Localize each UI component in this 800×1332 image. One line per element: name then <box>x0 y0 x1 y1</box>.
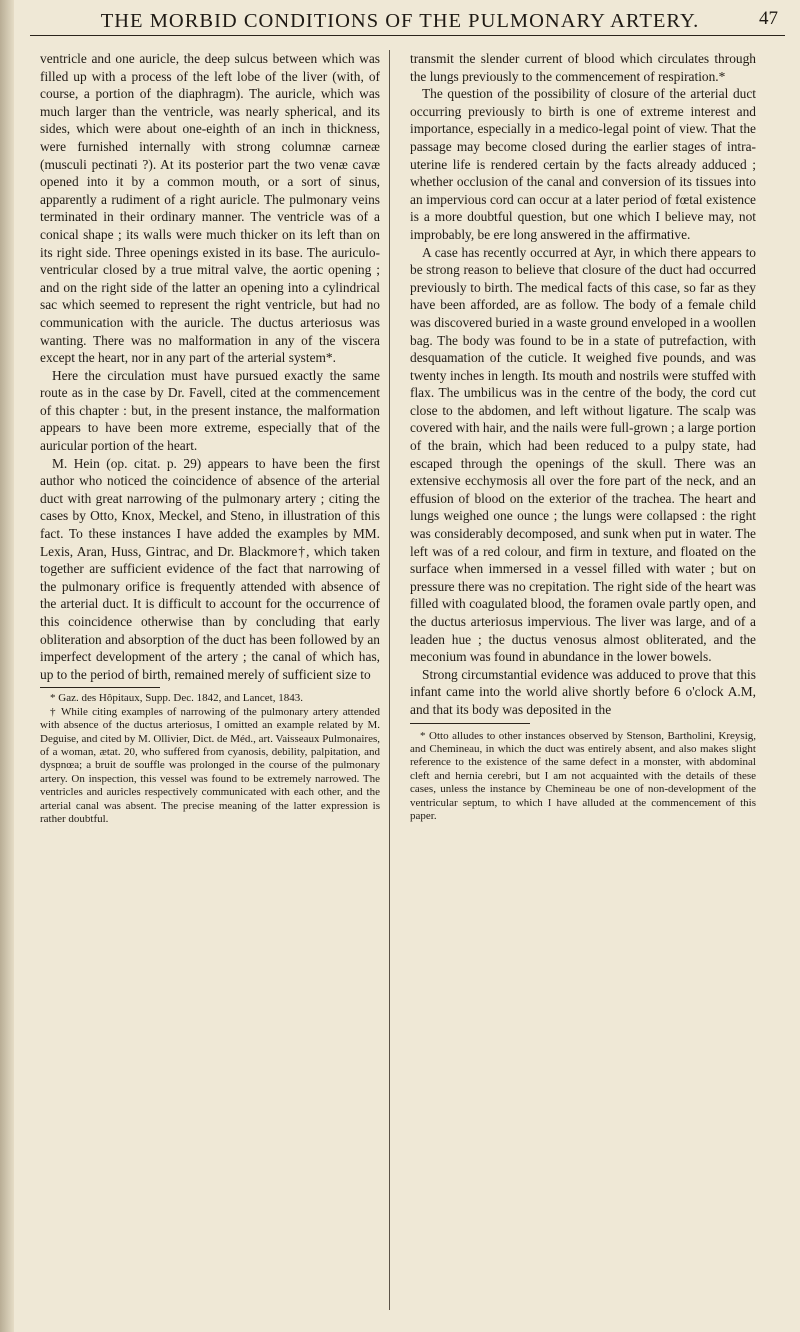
left-column <box>40 50 380 826</box>
footnote: * Gaz. des Hôpitaux, Supp. Dec. 1842, and Lancet, 1843. <box>50 692 303 705</box>
column-divider <box>389 50 390 1310</box>
footnote: * Otto alludes to other instances observed by Stenson, Bartholini, Kreysig, and Chemineau, in which the duct was entirely absent, and also makes slight reference to the existence of the same defect in a monster, with abdominal cleft and hernia cerebri, but I am not acquainted with the details of these cases, unless the instance by Chemineau be one of non-development of the ventricular septum, to which I have alluded at the commencement of this paper. <box>410 729 756 822</box>
right-column <box>410 50 756 823</box>
paragraph: Here the circulation must have pursued exactly the same route as in the case by Dr. Favell, cited at the commencement of this chapter : but, in the present instance, the malformation appears to have been more extreme, especially that of the auricular portion of the heart. <box>40 367 380 454</box>
paragraph: Strong circumstantial evidence was adduced to prove that this infant came into the world alive shortly before 6 o'clock A.M, and that its body was deposited in the <box>410 666 756 717</box>
paragraph: ventricle and one auricle, the deep sulcus between which was filled up with a process of the left lobe of the liver (with, of course, a portion of the diaphragm). The auricle, which was much larger than the ventricle, was nearly spherical, and its sides, which were about one-eighth of an inch in thickness, were furnished internally with strong columnæ carneæ (musculi pectinati ?). At its posterior part the two venæ cavæ opened into it by a common mouth, or a sort of sinus, apparently a rudiment of a right auricle. The pulmonary veins terminated in their ordinary manner. The ventricle was of a conical shape ; its walls were much thicker on its left than on its right side. Three openings existed in its base. The auriculo-ventricular closed by a true mitral valve, the aortic opening ; and on the right side of the latter an opening into a cylindrical sac which seemed to represent the right ventricle, but had no communication with the auricle. The ductus arteriosus was wanting. There was no malformation in any of the viscera except the heart, nor in any part of the arterial system*. <box>40 51 380 366</box>
footnote-rule <box>410 723 530 724</box>
footnotes <box>410 730 756 824</box>
footnote-rule <box>40 687 160 688</box>
page-number: 47 <box>759 8 778 29</box>
footnotes <box>40 692 380 826</box>
paragraph: M. Hein (op. citat. p. 29) appears to have been the first author who noticed the coincidence of absence of the arterial duct with great narrowing of the pulmonary artery ; citing the cases by Otto, Knox, Meckel, and Steno, in illustration of this fact. To these instances I have added the examples by MM. Lexis, Aran, Huss, Gintrac, and Dr. Blackmore†, which taken together are sufficient evidence of the fact that narrowing of the pulmonary orifice is frequently attended with absence of the arterial duct. It is difficult to account for the occurrence of this coincidence otherwise than by concluding that early obliteration and absorption of the duct has been followed by an imperfect development of the artery ; the canal of which has, up to the period of birth, remained merely of sufficient size to <box>40 455 380 682</box>
header-rule <box>30 35 785 36</box>
page-binding-shadow <box>0 0 14 1332</box>
paragraph: transmit the slender current of blood which circulates through the lungs previously to the commencement of respiration.* <box>410 51 756 84</box>
footnote: † While citing examples of narrowing of the pulmonary artery attended with absence of the ductus arteriosus, I omitted an example related by M. Deguise, and cited by M. Ollivier, Dict. de Méd., art. Vaisseaux Pulmonaires, of a woman, ætat. 20, who suffered from cyanosis, debility, palpitation, and dyspnœa; a bruit de souffle was prolonged in the course of the pulmonary artery. On inspection, this vessel was found to be extremely narrowed. The ventricles and auricles respectively communicated with each other, and the arterial canal was absent. The precise meaning of the latter expression is rather doubtful. <box>40 705 380 826</box>
paragraph: The question of the possibility of closure of the arterial duct occurring previously to birth is one of extreme interest and importance, especially in a medico-legal point of view. That the passage may become closed during the earlier stages of intra-uterine life is rendered certain by the facts already adduced ; whether occlusion of the canal and conversion of its tissues into an impervious cord can occur at a later period of fœtal existence is a more doubtful question, but one which I believe may, not improbably, be ere long answered in the affirmative. <box>410 86 756 242</box>
paragraph: A case has recently occurred at Ayr, in which there appears to be strong reason to believe that closure of the duct had occurred previously to birth. The medical facts of this case, so far as they have been afforded, are as follow. The body of a female child was discovered buried in a waste ground enveloped in a woollen bag. The body was found to be in a state of putrefaction, with desquamation of the cuticle. It weighed five pounds, and was twenty inches in length. Its mouth and nostrils were stuffed with flax. The umbilicus was in the centre of the body, the cord cut close to the abdomen, and left without ligature. The scalp was covered with hair, and the nails were full-grown ; a large portion of the brain, which had been reduced to a pulpy state, had escaped through the openings of the skull. There was an extensive ecchymosis all over the fore part of the neck, and an effusion of blood on the exterior of the trachea. The heart and lungs weighed one ounce ; the lungs were collapsed : the right was considerably decomposed, and sunk when put in water. The left was of a red colour, and firm in texture, and floated on the surface when immersed in a vessel filled with water ; but on pressure there was no crepitation. The right side of the heart was filled with coagulated blood, the foramen ovale partly open, and the ductus arteriosus impervious. The liver was large, and of a leaden hue ; the ductus venosus almost obliterated, and the meconium was found in abundance in the lower bowels. <box>410 244 756 665</box>
running-title: THE MORBID CONDITIONS OF THE PULMONARY ARTERY. <box>100 10 700 32</box>
